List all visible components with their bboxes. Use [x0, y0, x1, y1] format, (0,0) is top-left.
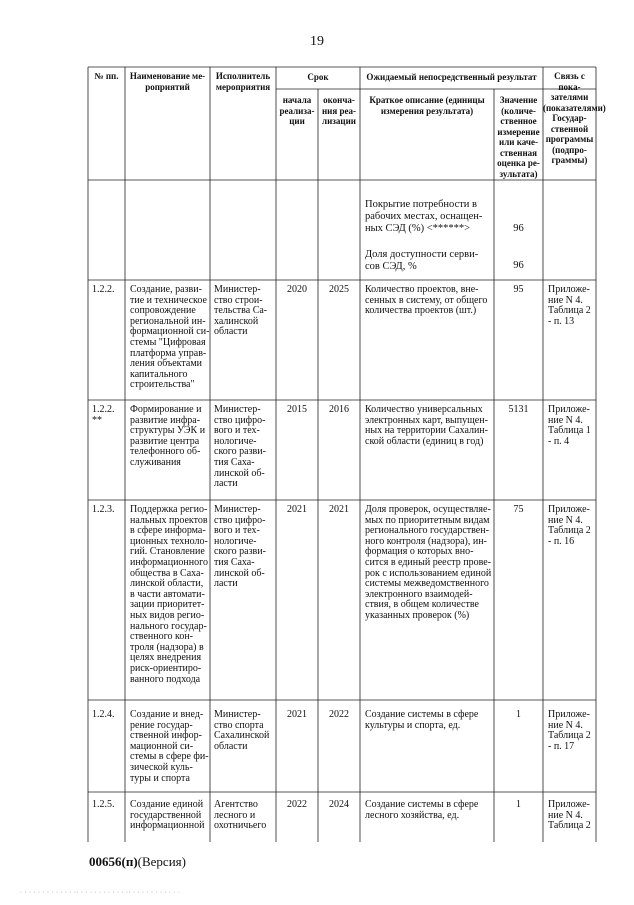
header-num: № пп. — [94, 71, 119, 81]
row-link: Приложе- ние N 4. Таблица 2 - п. 13 — [548, 284, 591, 327]
row-executor: Министер- ство цифро- вого и тех- нологиче- ского разви- тия Саха- линской об- ласти — [214, 504, 266, 590]
continuation-value-1: 96 — [513, 223, 524, 234]
row-link: Приложе- ние N 4. Таблица 1 - п. 4 — [548, 404, 591, 447]
row-end: 2021 — [329, 504, 349, 515]
row-value: 75 — [513, 504, 524, 515]
row-description: Количество универсальных электронных карт, выпущен- ных на территории Сахалин- ской области (единиц в год) — [365, 404, 488, 447]
row-num: 1.2.2. — [92, 284, 115, 295]
row-end: 2024 — [329, 799, 349, 810]
row-start: 2022 — [287, 799, 307, 810]
header-link: Связь с пока- зателями (показателями) Государ- ственной программы (подпро- граммы) — [543, 71, 606, 165]
header-value: Значение (количе- ственное измерение или каче- ственная оценка ре- зультата) — [497, 95, 540, 179]
row-name: Формирование и развитие инфра- структуры УЭК и развитие центра телефонного об- служивания — [130, 404, 206, 468]
row-description: Доля проверок, осуществляе- мых по приоритетным видам регионального государствен- ного контроля (надзора), ин- формация о которых вно- сится в единый реестр прове- рок с использованием единой системы межведомственного электронного взаимодей- ствия, в общем количестве указанных проверок (%) — [365, 504, 492, 621]
header-executor: Исполнитель мероприятия — [215, 71, 271, 92]
row-num: 1.2.4. — [92, 709, 115, 720]
row-description: Создание системы в сфере лесного хозяйства, ед. — [365, 799, 479, 821]
row-executor: Министер- ство спорта Сахалинской области — [214, 709, 270, 752]
continuation-desc-2: Доля доступности серви- сов СЭД, % — [365, 249, 479, 272]
header-term: Срок — [307, 72, 329, 82]
row-name: Создание единой государственной информационной — [130, 799, 205, 832]
scan-artifact-line: · · · · · · · · · · · · ·· · · · · · · · · · · ·· · · · · · · · · · · · — [20, 890, 181, 896]
document-code — [89, 854, 186, 870]
row-start: 2021 — [287, 709, 307, 720]
row-name: Поддержка регио- нальных проектов в сфере информа- ционных техноло- гий. Становление информационного общества в Саха- линской области, в части автомати- зации приоритет- ных видов регио- нального государ- ственного кон- троля (надзора) в целях внедрения риск-ориентиро- ванного подхода — [130, 504, 208, 685]
row-num: 1.2.5. — [92, 799, 115, 810]
row-value: 5131 — [508, 404, 529, 415]
row-executor: Агентство лесного и охотничьего — [214, 799, 267, 832]
row-end: 2016 — [329, 404, 349, 415]
continuation-value-2: 96 — [513, 260, 524, 271]
row-num: 1.2.2. ** — [92, 404, 115, 426]
row-start: 2021 — [287, 504, 307, 515]
document-code-number: 00656(п) — [89, 854, 138, 869]
row-name: Создание и внед- рение государ- ственной инфор- мационной си- стемы в сфере фи- зической куль- туры и спорта — [130, 709, 209, 784]
row-value: 1 — [516, 799, 521, 810]
row-description: Количество проектов, вне- сенных в систему, от общего количества проектов (шт.) — [365, 284, 488, 317]
row-executor: Министер- ство строи- тельства Са- халинской области — [214, 284, 268, 338]
header-name: Наименование ме- роприятий — [129, 71, 206, 92]
header-description: Краткое описание (единицы измерения результата) — [369, 95, 485, 116]
row-link: Приложе- ние N 4. Таблица 2 - п. 17 — [548, 709, 591, 752]
row-link: Приложе- ние N 4. Таблица 2 - п. 16 — [548, 504, 591, 547]
header-end: оконча- ния реа- лизации — [322, 95, 356, 126]
row-link: Приложе- ние N 4. Таблица 2 — [548, 799, 591, 832]
row-value: 95 — [513, 284, 524, 295]
header-expected: Ожидаемый непосредственный результат — [366, 72, 537, 82]
row-end: 2022 — [329, 709, 349, 720]
continuation-desc-1: Покрытие потребности в рабочих местах, оснащен- ных СЭД (%) <******> — [365, 199, 483, 234]
row-description: Создание системы в сфере культуры и спорта, ед. — [365, 709, 479, 731]
row-start: 2015 — [287, 404, 307, 415]
row-start: 2020 — [287, 284, 307, 295]
page-number: 19 — [310, 34, 324, 49]
row-name: Создание, разви- тие и техническое сопровождение региональной ин- формационной си- стемы "Цифровая платформа управ- ления объектами капитального строительства" — [130, 284, 210, 391]
header-start: начала реализа- ции — [279, 95, 315, 126]
row-num: 1.2.3. — [92, 504, 115, 515]
row-value: 1 — [516, 709, 521, 720]
row-end: 2025 — [329, 284, 349, 295]
row-executor: Министер- ство цифро- вого и тех- нологиче- ского разви- тия Саха- линской об- ласти — [214, 404, 266, 490]
document-version: (Версия) — [137, 854, 186, 869]
